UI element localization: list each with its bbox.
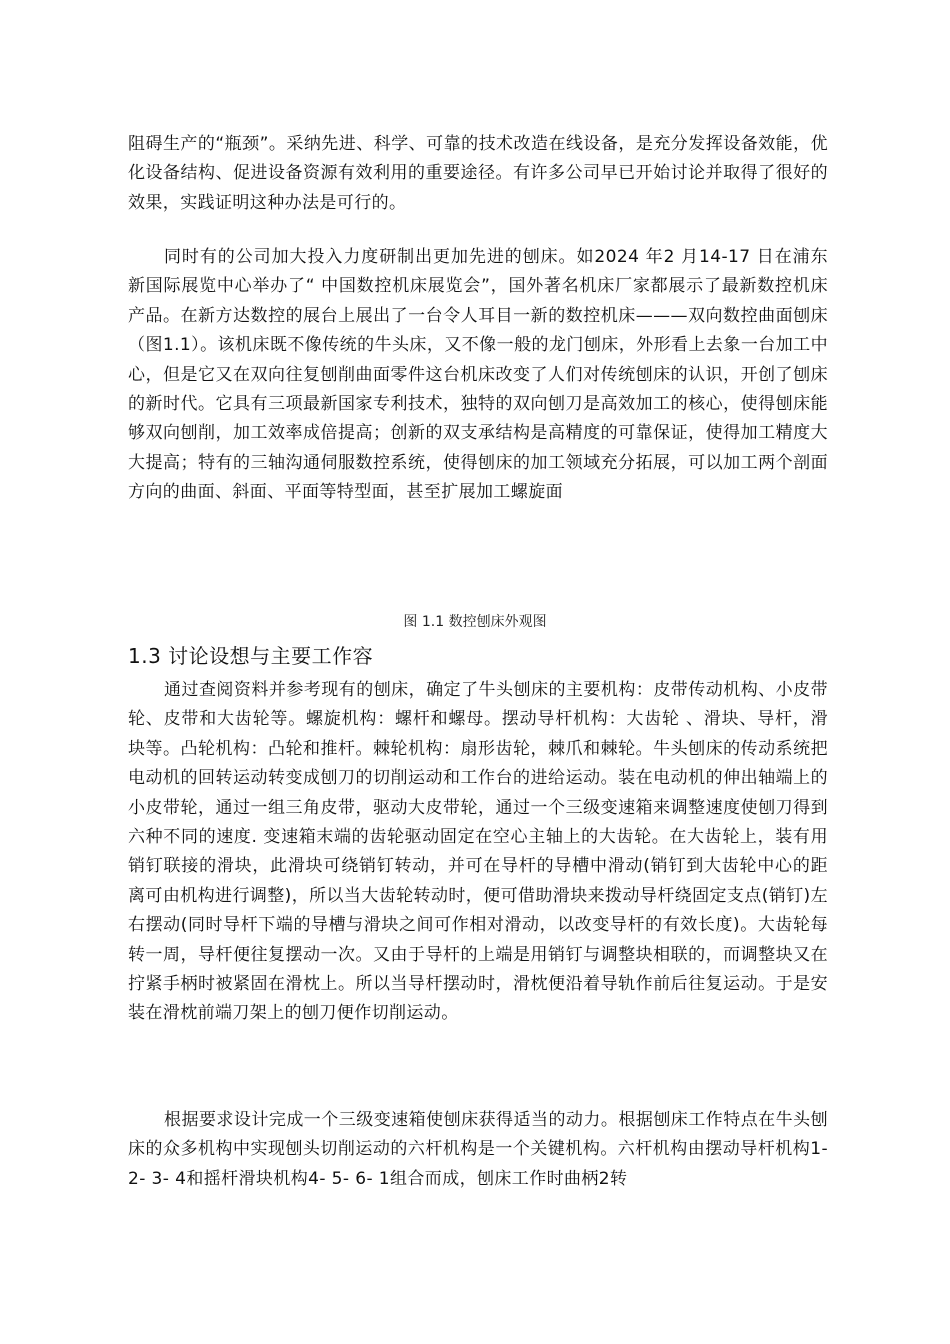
figure-caption: 图 1.1 数控刨床外观图	[403, 614, 547, 630]
paragraph-intro-continuation: 阻碍生产的“瓶颈”。采纳先进、科学、可靠的技术改造在线设备，是充分发挥设备效能，优化设备结构、促进设备资源有效利用的重要途径。有许多公司早已开始讨论并取得了很好的效果，实践证明这种办法是可行的。	[128, 134, 828, 213]
paragraph-new-planer: 同时有的公司加大投入力度研制出更加先进的刨床。如2024 年2 月14-17 日在浦东新国际展览中心举办了“ 中国数控机床展览会”，国外著名机床厂家都展示了最新数控机床产品。在新方达数控的展台上展出了一台令人耳目一新的数控机床———双向数控曲面刨床（图1.1）。该机床既不像传统的牛头床，又不像一般的龙门刨床，外形看上去象一台加工中心，但是它又在双向往复刨削曲面零件这台机床改变了人们对传统刨床的认识，开创了刨床的新时代。它具有三项最新国家专利技术，独特的双向刨刀是高效加工的核心，使得刨床能够双向刨削，加工效率成倍提高；创新的双支承结构是高精度的可靠保证，使得加工精度大大提高；特有的三轴沟通伺服数控系统，使得刨床的加工领域充分拓展，可以加工两个剖面方向的曲面、斜面、平面等特型面，甚至扩展加工螺旋面	[128, 247, 828, 503]
paragraph-six-bar: 根据要求设计完成一个三级变速箱使刨床获得适当的动力。根据刨床工作特点在牛头刨床的众多机构中实现刨头切削运动的六杆机构是一个关键机构。六杆机构由摆动导杆机构1- 2- 3- 4和摇杆滑块机构4- 5- 6- 1组合而成，刨床工作时曲柄2转	[128, 1110, 828, 1189]
paragraph-mechanisms: 通过查阅资料并参考现有的刨床，确定了牛头刨床的主要机构：皮带传动机构、小皮带轮、皮带和大齿轮等。螺旋机构：螺杆和螺母。摆动导杆机构：大齿轮 、滑块、导杆，滑块等。凸轮机构：凸轮和推杆。棘轮机构：扇形齿轮，棘爪和棘轮。牛头刨床的传动系统把电动机的回转运动转变成刨刀的切削运动和工作台的进给运动。装在电动机的伸出轴端上的小皮带轮，通过一组三角皮带，驱动大皮带轮，通过一个三级变速箱来调整速度使刨刀得到六种不同的速度. 变速箱末端的齿轮驱动固定在空心主轴上的大齿轮。在大齿轮上，装有用销钉联接的滑块，此滑块可绕销钉转动，并可在导杆的导槽中滑动(销钉到大齿轮中心的距离可由机构进行调整)，所以当大齿轮转动时，便可借助滑块来拨动导杆绕固定支点(销钉)左右摆动(同时导杆下端的导槽与滑块之间可作相对滑动，以改变导杆的有效长度)。大齿轮每转一周，导杆便往复摆动一次。又由于导杆的上端是用销钉与调整块相联的，而调整块又在拧紧手柄时被紧固在滑枕上。所以当导杆摆动时，滑枕便沿着导轨作前后往复运动。于是安装在滑枕前端刀架上的刨刀便作切削运动。	[128, 680, 828, 1024]
section-heading: 1.3 讨论设想与主要工作容	[128, 644, 374, 668]
